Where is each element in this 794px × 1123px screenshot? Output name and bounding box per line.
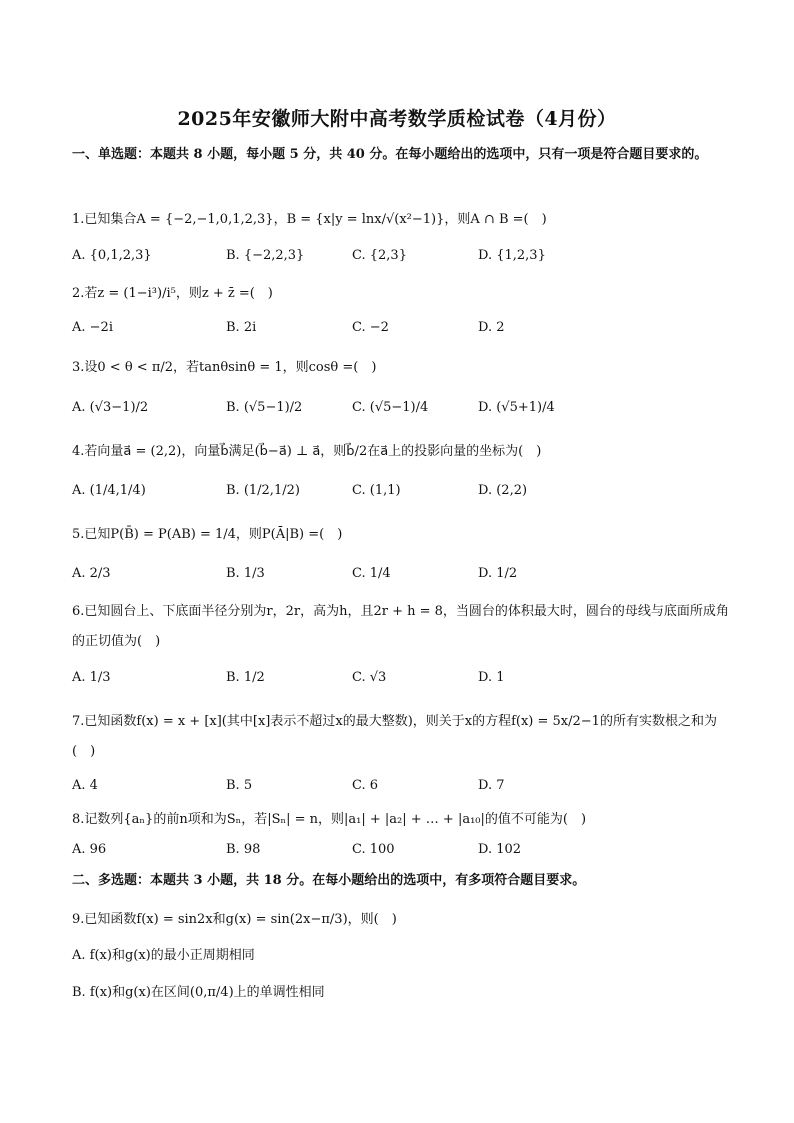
question-1-option-b[interactable]: B. {−2,2,3} [226,248,305,263]
question-8-options [72,842,732,862]
question-6-option-b[interactable]: B. 1/2 [226,670,265,685]
question-1-options [72,248,732,268]
question-8-option-d[interactable]: D. 102 [478,842,522,857]
question-7-option-c[interactable]: C. 6 [352,778,379,793]
question-2-stem: 2.若z = (1−i³)/i⁵，则z + z̄ =( ) [72,286,273,301]
question-3-stem: 3.设0 < θ < π/2，若tanθsinθ = 1，则cosθ =( ) [72,360,377,375]
question-2-option-b[interactable]: B. 2i [226,320,257,335]
question-1-option-a[interactable]: A. {0,1,2,3} [72,248,152,263]
exam-title: 2025年安徽师大附中高考数学质检试卷（4月份） [177,108,617,130]
section-single-choice-header: 一、单选题：本题共 8 小题，每小题 5 分，共 40 分。在每小题给出的选项中，只有一项是符合题目要求的。 [72,147,708,162]
question-4-option-d[interactable]: D. (2,2) [478,483,528,498]
question-5-stem: 5.已知P(B̄) = P(AB) = 1/4，则P(Ā|B) =( ) [72,527,343,542]
question-8-option-c[interactable]: C. 100 [352,842,395,857]
question-3-options [72,400,732,420]
question-9-option-a[interactable]: A. f(x)和g(x)的最小正周期相同 [72,948,255,963]
question-1-option-d[interactable]: D. {1,2,3} [478,248,546,263]
question-1-option-c[interactable]: C. {2,3} [352,248,407,263]
question-4-option-b[interactable]: B. (1/2,1/2) [226,483,300,498]
question-3-option-a[interactable]: A. (√3−1)/2 [72,400,149,415]
section-multiple-choice-header: 二、多选题：本题共 3 小题，共 18 分。在每小题给出的选项中，有多项符合题目要求。 [72,873,586,888]
question-7-option-b[interactable]: B. 5 [226,778,253,793]
question-4-options [72,483,732,503]
question-3-option-c[interactable]: C. (√5−1)/4 [352,400,429,415]
question-2-option-a[interactable]: A. −2i [72,320,113,335]
question-5-option-a[interactable]: A. 2/3 [72,566,111,581]
question-4-stem: 4.若向量a⃗ = (2,2)，向量b⃗满足(b⃗−a⃗) ⊥ a⃗，则b⃗/2在a⃗上的投影向量的坐标为( ) [72,444,542,459]
question-5-option-d[interactable]: D. 1/2 [478,566,518,581]
question-5-option-b[interactable]: B. 1/3 [226,566,265,581]
question-6-stem: 6.已知圆台上、下底面半径分别为r，2r，高为h，且2r + h = 8，当圆台的体积最大时，圆台的母线与底面所成角的正切值为( ) [72,604,729,649]
question-5-option-c[interactable]: C. 1/4 [352,566,391,581]
question-7-option-a[interactable]: A. 4 [72,778,98,793]
question-7-options [72,778,732,798]
question-3-option-d[interactable]: D. (√5+1)/4 [478,400,555,415]
question-7-option-d[interactable]: D. 7 [478,778,505,793]
question-1-stem: 1.已知集合A = {−2,−1,0,1,2,3}，B = {x|y = lnx/√(x²−1)}，则A ∩ B =( ) [72,212,547,227]
question-7-stem: 7.已知函数f(x) = x + [x](其中[x]表示不超过x的最大整数)，则关于x的方程f(x) = 5x/2−1的所有实数根之和为( ) [72,714,717,759]
question-5-options [72,566,732,586]
question-2-option-d[interactable]: D. 2 [478,320,505,335]
question-6-option-d[interactable]: D. 1 [478,670,505,685]
question-2-options [72,320,732,340]
question-2-option-c[interactable]: C. −2 [352,320,389,335]
question-8-stem: 8.记数列{aₙ}的前n项和为Sₙ，若|Sₙ| = n，则|a₁| + |a₂| + … + |a₁₀|的值不可能为( ) [72,812,587,827]
question-6-option-c[interactable]: C. √3 [352,670,387,685]
question-4-option-a[interactable]: A. (1/4,1/4) [72,483,146,498]
question-3-option-b[interactable]: B. (√5−1)/2 [226,400,303,415]
question-8-option-b[interactable]: B. 98 [226,842,261,857]
question-9-option-b[interactable]: B. f(x)和g(x)在区间(0,π/4)上的单调性相同 [72,985,325,1000]
question-8-option-a[interactable]: A. 96 [72,842,107,857]
question-6-options [72,670,732,690]
question-9-stem: 9.已知函数f(x) = sin2x和g(x) = sin(2x−π/3)，则( ) [72,912,397,927]
question-4-option-c[interactable]: C. (1,1) [352,483,401,498]
question-6-option-a[interactable]: A. 1/3 [72,670,111,685]
